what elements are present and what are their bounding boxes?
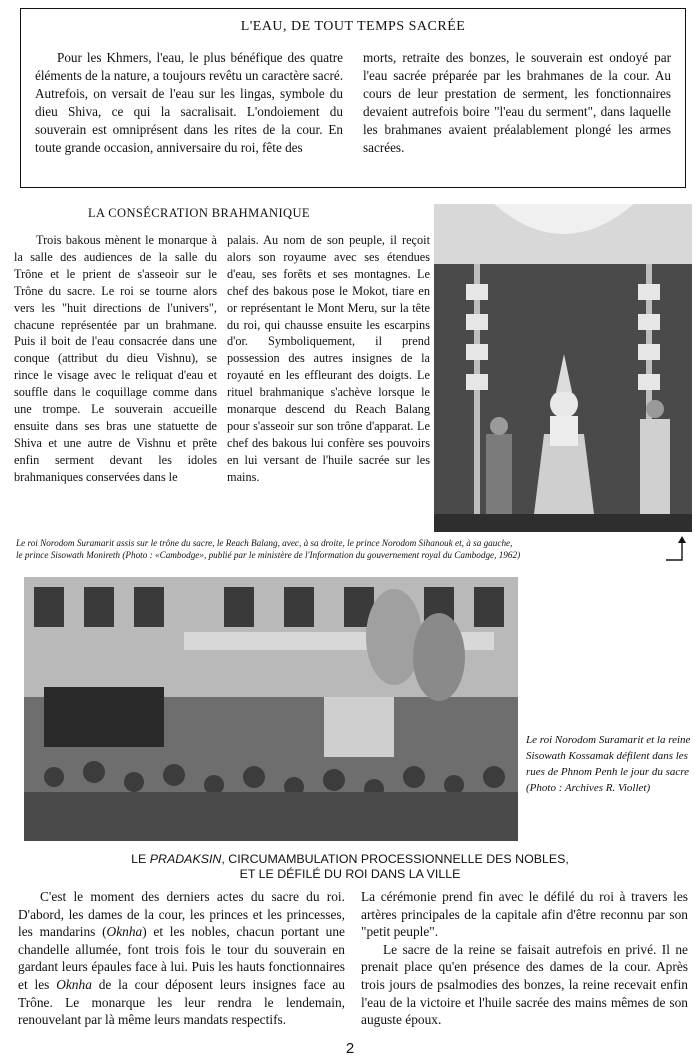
title-prefix: LE xyxy=(131,852,150,866)
pradaksin-columns xyxy=(18,888,688,1029)
arrow-up-icon xyxy=(664,536,688,564)
box-column-1: Pour les Khmers, l'eau, le plus bénéfique des quatre éléments de la nature, a toujours revêtu un caractère sacré. Autrefois, on versait de l'eau sur les lingas, symbole du dieu Shiva, ce qui la sacralisait. L'ondoiement du souverain est omniprésent dans les rites de la cour. En toute grande occasion, anniversaire du roi, fête des xyxy=(35,50,343,155)
sidebar-box xyxy=(20,8,686,188)
caption-throne xyxy=(16,537,666,561)
paragraph-part: de la cour déposent leurs insignes face au Trône. Le monarque les leur rendra le lendemain, renouvelant par là même leurs mandats respectifs. xyxy=(18,976,346,1028)
page-number: 2 xyxy=(345,1040,355,1057)
pradaksin-column-2 xyxy=(361,888,688,1029)
photo-throne xyxy=(434,204,692,532)
title-rest: , CIRCUMAMBULATION PROCESSIONNELLE DES NOBLES, xyxy=(221,852,569,866)
paragraph-part: ) et les nobles, chacun portant une chandelle allumée, font trois fois le tour du souverain en gardant leurs épaules face à lui. Puis les hauts fonctionnaires et les xyxy=(18,924,346,992)
paragraph-part: C'est le moment des derniers actes du sacre du roi. D'abord, les dames de la cour, les princes et les princesses, les mandarins ( xyxy=(18,889,345,940)
queen-coronation-paragraph: Le sacre de la reine se faisait autrefois en privé. Il ne prenait place qu'en présence des dames de la cour. Après trois jours de psalmodies des bonzes, la reine recevait enfin l'eau de la victoire et l'huile sacrée des mains mêmes de son auguste époux. xyxy=(361,941,688,1028)
caption-throne-line-2: le prince Sisowath Monireth (Photo : «Cambodge», publié par le ministère de l'Information du gouvernement royal du Cambodge, 1962) xyxy=(16,550,521,560)
caption-procession: Le roi Norodom Suramarit et la reine Sisowath Kossamak défilent dans les rues de Phnom Penh le jour du sacre (Photo : Archives R. Viollet) xyxy=(526,734,691,794)
box-columns xyxy=(35,49,671,157)
oknha-term: Oknha xyxy=(106,924,143,940)
pradaksin-column-1 xyxy=(18,888,345,1029)
section-title-pradaksin xyxy=(0,852,700,882)
box-title: L'EAU, DE TOUT TEMPS SACRÉE xyxy=(240,19,466,34)
consecration-column-2: palais. Au nom de son peuple, il reçoit alors son royaume avec ses étendues d'eau, ses forêts et ses montagnes. Le chef des bakous pose le Mokot, tiare en or représentant le Mont Meru, sur la tête du roi, qui chausse ensuite les escarpins d'or. Symboliquement, il prend possession des autres insignes de la royauté en les effleurant des doigts. Le rituel brahmanique s'achève lorsque le monarque descend du Reach Balang pour s'asseoir sur son trône d'apparat. Le chef des bakous lui confère ses pouvoirs en lui versant de l'huile sacrée sur les mains. xyxy=(227,233,430,484)
consecration-column-1: Trois bakous mènent le monarque à la salle des audiences de la salle du Trône et le prient de s'asseoir sur le Trône du sacre. Le roi se tourne alors vers les "huit directions de l'univers", chacune représentée par un brahmane. Puis il boit de l'eau consacrée dans une conque (attribut du dieu Vishnu), se rince le visage avec le reliquat d'eau et souffle dans le coquillage comme dans une trompe. Le souverain accueille ensuite dans ses bras une statuette de Shiva et une autre de Vishnu et prête enfin serment devant les idoles brahmaniques conservées dans le xyxy=(14,233,217,484)
title-pradaksin-word: PRADAKSIN xyxy=(149,852,222,866)
procession-photo-illustration xyxy=(24,577,518,841)
photo-procession xyxy=(24,577,518,841)
throne-photo-illustration xyxy=(434,204,692,532)
box-column-2: morts, retraite des bonzes, le souverain est ondoyé par l'eau sacrée préparée par les brahmanes de la cour. Au cours de leur prestation de serment, les fonctionnaires devaient autrefois boire "l'eau du serment", dans laquelle les brahmanes avaient préalablement plongé les armes sacrées. xyxy=(363,50,671,155)
consecration-columns xyxy=(14,232,430,486)
ceremony-end-paragraph: La cérémonie prend fin avec le défilé du roi à travers les artères principales de la capitale afin d'être reconnu par son "petit peuple". xyxy=(361,889,688,940)
pradaksin-title-line-2: ET LE DÉFILÉ DU ROI DANS LA VILLE xyxy=(239,867,461,881)
section-title-consecration: LA CONSÉCRATION BRAHMANIQUE xyxy=(88,206,310,220)
pradaksin-title-line-1 xyxy=(0,852,700,867)
caption-throne-line-1: Le roi Norodom Suramarit assis sur le trône du sacre, le Reach Balang, avec, à sa droite, le prince Norodom Sihanouk et, à sa gauche, xyxy=(16,538,513,548)
oknha-term: Oknha xyxy=(56,976,92,992)
